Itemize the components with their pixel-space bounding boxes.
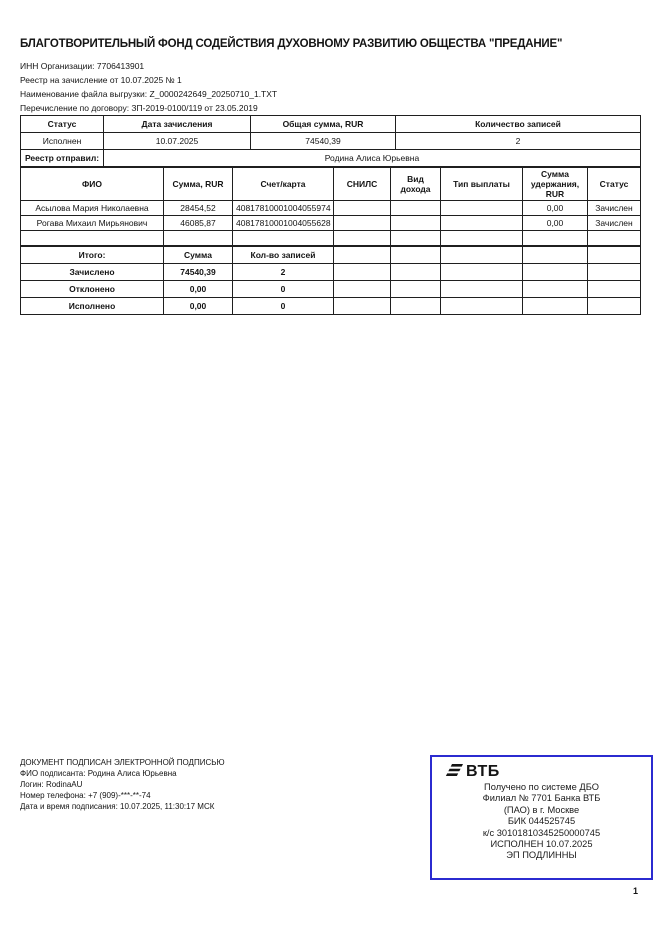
summary-sum-cell: 0,00: [164, 281, 233, 298]
empty-cell: [391, 264, 441, 281]
empty-cell: [523, 281, 588, 298]
empty-cell: [334, 231, 391, 246]
sum-header-cell: Сумма, RUR: [164, 168, 233, 201]
summary-sum-cell: 74540,39: [164, 264, 233, 281]
empty-cell: [391, 231, 441, 246]
page-number: 1: [632, 886, 638, 896]
empty-cell: [588, 231, 641, 246]
status-table-value-row: [21, 133, 641, 150]
row-status-header-cell: Статус: [588, 168, 641, 201]
withholding-header-cell: Сумма удержания, RUR: [523, 168, 588, 201]
stamp-line-city: (ПАО) в г. Москве: [503, 804, 580, 815]
summary-table: [20, 246, 641, 315]
stamp-line-corr-account: к/с 30101810345250000745: [482, 827, 601, 838]
summary-row-executed: [21, 298, 641, 315]
empty-cell: [334, 298, 391, 315]
payment-row: [21, 216, 641, 231]
date-value-cell: 10.07.2025: [104, 133, 251, 150]
empty-cell: [21, 231, 164, 246]
empty-cell: [233, 231, 334, 246]
signing-datetime-line: Дата и время подписания: 10.07.2025, 11:30:17 МСК: [20, 802, 215, 811]
empty-cell: [523, 231, 588, 246]
empty-cell: [441, 281, 523, 298]
account-cell: 40817810001004055628: [233, 216, 334, 231]
total-label-cell: Итого:: [21, 247, 164, 264]
income-type-cell: [391, 201, 441, 216]
empty-cell: [523, 264, 588, 281]
summary-row-rejected: [21, 281, 641, 298]
vtb-stamp: [430, 755, 653, 880]
empty-cell: [334, 247, 391, 264]
record-count-value-cell: 2: [396, 133, 641, 150]
record-count-header-cell: Количество записей: [396, 116, 641, 133]
empty-row: [21, 231, 641, 246]
payments-header-row: [21, 168, 641, 201]
vtb-logo-text: ВТБ: [466, 763, 500, 780]
summary-sum-cell: 0,00: [164, 298, 233, 315]
snils-cell: [334, 201, 391, 216]
fio-header-cell: ФИО: [21, 168, 164, 201]
summary-label-cell: Исполнено: [21, 298, 164, 315]
contract-line: Перечисление по договору: ЗП-2019-0100/119 от 23.05.2019: [20, 103, 258, 113]
payments-table: [20, 167, 641, 246]
fio-cell: Асылова Мария Николаевна: [21, 201, 164, 216]
page-title: БЛАГОТВОРИТЕЛЬНЫЙ ФОНД СОДЕЙСТВИЯ ДУХОВНОМУ РАЗВИТИЮ ОБЩЕСТВА "ПРЕДАНИЕ": [20, 38, 563, 50]
sender-label-cell: Реестр отправил:: [21, 150, 104, 167]
signature-block: [20, 757, 225, 812]
registry-sender-row: [21, 150, 641, 167]
payout-type-header-cell: Тип выплаты: [441, 168, 523, 201]
count-label-cell: Кол-во записей: [233, 247, 334, 264]
status-header-cell: Статус: [21, 116, 104, 133]
summary-count-cell: 0: [233, 298, 334, 315]
stamp-line-bik: БИК 044525745: [507, 816, 576, 827]
status-value-cell: Исполнен: [21, 133, 104, 150]
income-type-cell: [391, 216, 441, 231]
empty-cell: [334, 264, 391, 281]
summary-header-row: [21, 247, 641, 264]
summary-row-credited: [21, 264, 641, 281]
payment-row: [21, 201, 641, 216]
sum-cell: 46085,87: [164, 216, 233, 231]
vtb-logo: [444, 764, 651, 779]
empty-cell: [588, 264, 641, 281]
export-file-line: Наименование файла выгрузки: Z_0000242649_20250710_1.TXT: [20, 89, 278, 99]
empty-cell: [441, 247, 523, 264]
row-status-cell: Зачислен: [588, 201, 641, 216]
stamp-line-signature-valid: ЭП ПОДЛИННЫ: [506, 850, 577, 861]
empty-cell: [391, 298, 441, 315]
empty-cell: [588, 247, 641, 264]
empty-cell: [523, 247, 588, 264]
stamp-line-branch: Филиал № 7701 Банка ВТБ: [482, 793, 601, 804]
signer-phone-line: Номер телефона: +7 (909)-***-**-74: [20, 791, 151, 800]
withholding-cell: 0,00: [523, 201, 588, 216]
stamp-line-executed: ИСПОЛНЕН 10.07.2025: [490, 839, 593, 850]
summary-label-cell: Отклонено: [21, 281, 164, 298]
payout-type-cell: [441, 201, 523, 216]
payout-type-cell: [441, 216, 523, 231]
summary-label-cell: Зачислено: [21, 264, 164, 281]
signature-title: ДОКУМЕНТ ПОДПИСАН ЭЛЕКТРОННОЙ ПОДПИСЬЮ: [20, 758, 225, 767]
org-inn-line: ИНН Организации: 7706413901: [20, 61, 145, 71]
stamp-line-received: Получено по системе ДБО: [484, 782, 599, 792]
empty-cell: [588, 281, 641, 298]
snils-cell: [334, 216, 391, 231]
signer-login-line: Логин: RodinaAU: [20, 780, 83, 789]
sum-label-cell: Сумма: [164, 247, 233, 264]
vtb-logo-icon: [444, 764, 463, 777]
empty-cell: [334, 281, 391, 298]
summary-count-cell: 2: [233, 264, 334, 281]
status-table: [20, 115, 641, 167]
withholding-cell: 0,00: [523, 216, 588, 231]
registry-line: Реестр на зачисление от 10.07.2025 № 1: [20, 75, 182, 85]
account-header-cell: Счет/карта: [233, 168, 334, 201]
total-sum-header-cell: Общая сумма, RUR: [251, 116, 396, 133]
account-cell: 40817810001004055974: [233, 201, 334, 216]
empty-cell: [441, 298, 523, 315]
stamp-text-block: [432, 782, 651, 862]
date-header-cell: Дата зачисления: [104, 116, 251, 133]
empty-cell: [391, 247, 441, 264]
row-status-cell: Зачислен: [588, 216, 641, 231]
sender-value-cell: Родина Алиса Юрьевна: [104, 150, 641, 167]
signer-name-line: ФИО подписанта: Родина Алиса Юрьевна: [20, 769, 177, 778]
fio-cell: Рогава Михаил Мирьянович: [21, 216, 164, 231]
summary-count-cell: 0: [233, 281, 334, 298]
empty-cell: [523, 298, 588, 315]
total-sum-value-cell: 74540,39: [251, 133, 396, 150]
snils-header-cell: СНИЛС: [334, 168, 391, 201]
income-type-header-cell: Вид дохода: [391, 168, 441, 201]
empty-cell: [441, 231, 523, 246]
empty-cell: [164, 231, 233, 246]
header-info-block: [0, 59, 660, 115]
status-table-header-row: [21, 116, 641, 133]
sum-cell: 28454,52: [164, 201, 233, 216]
empty-cell: [391, 281, 441, 298]
empty-cell: [588, 298, 641, 315]
empty-cell: [441, 264, 523, 281]
